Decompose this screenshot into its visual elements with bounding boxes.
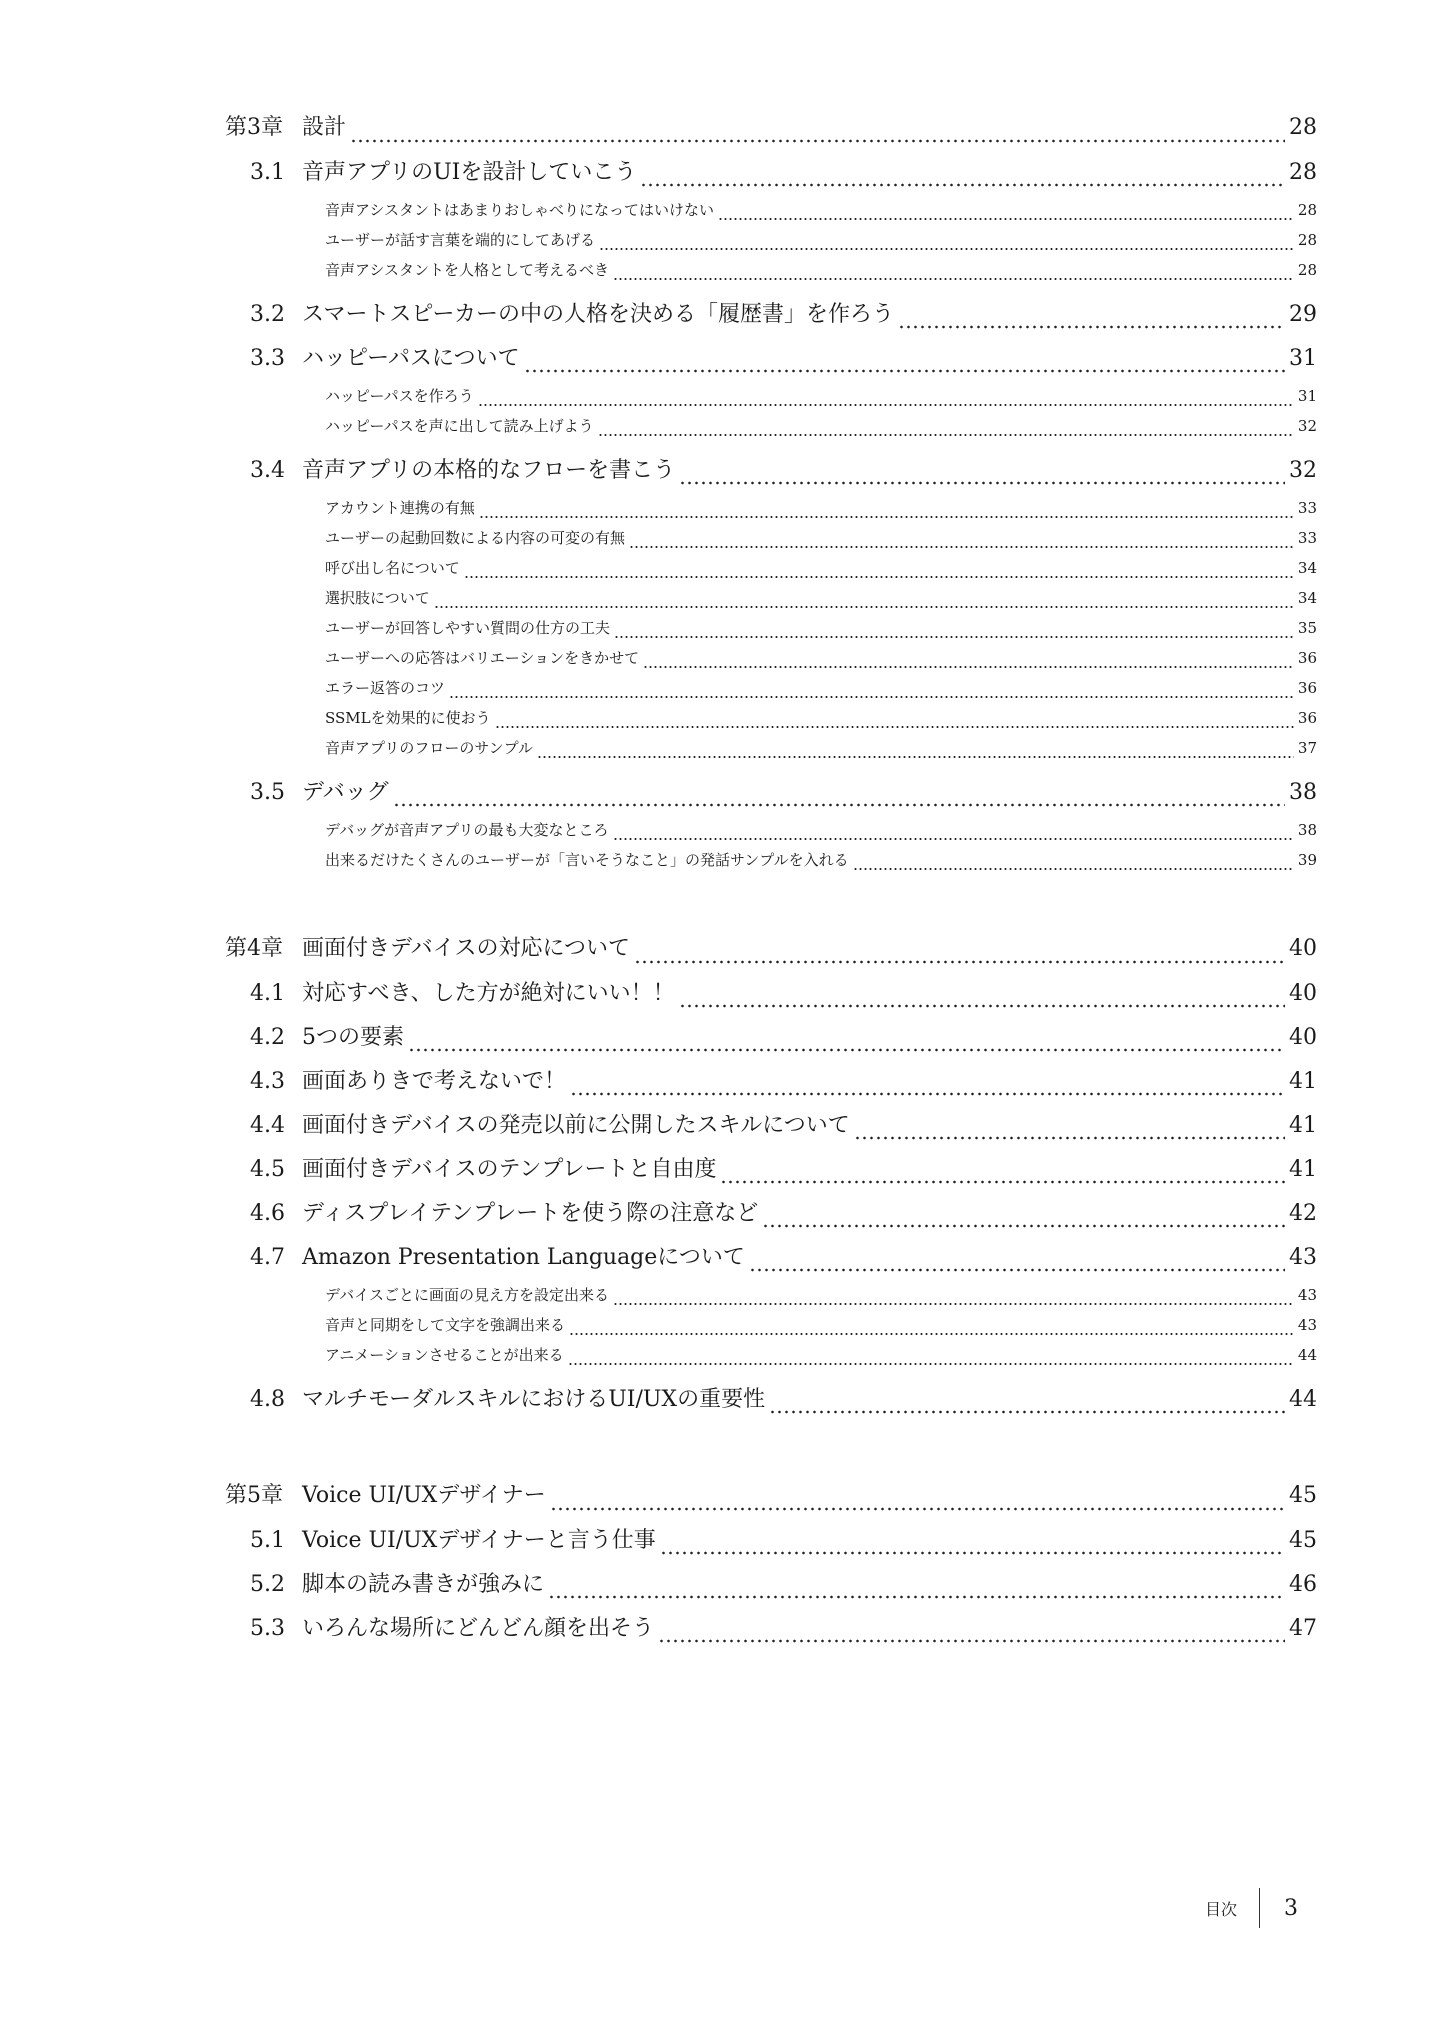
entry-title-text: 音声アシスタントはあまりおしゃべりになってはいけない <box>325 201 714 219</box>
toc-entry-title <box>250 976 675 1007</box>
section-number: 3.1 <box>250 160 285 185</box>
section-number: 3.4 <box>250 458 285 483</box>
dot-leader <box>658 1635 1285 1647</box>
entry-title-text: Voice UI/UXデザイナーと言う仕事 <box>302 1528 656 1553</box>
entry-title-text: ユーザーへの応答はバリエーションをきかせて <box>325 649 640 667</box>
section-number: 3.2 <box>250 302 285 327</box>
toc-subsection[interactable] <box>225 229 1317 259</box>
entry-title-text: 音声と同期をして文字を強調出来る <box>325 1316 566 1334</box>
dot-leader <box>599 244 1294 254</box>
dot-leader <box>749 1264 1285 1276</box>
entry-title-text: 5つの要素 <box>302 1025 404 1050</box>
toc-chapter[interactable] <box>225 1478 1317 1523</box>
toc-subsection[interactable] <box>225 557 1317 587</box>
toc-subsection[interactable] <box>225 677 1317 707</box>
dot-leader <box>643 662 1294 672</box>
page-ref: 42 <box>1289 1201 1317 1226</box>
section-number: 4.7 <box>250 1245 285 1270</box>
toc-subsection[interactable] <box>225 1344 1317 1374</box>
entry-title-text: エラー返答のコツ <box>325 679 446 697</box>
toc-entry-title <box>225 1478 546 1509</box>
dot-leader <box>569 1329 1294 1339</box>
page-ref: 40 <box>1289 1025 1317 1050</box>
toc-entry-title <box>325 587 430 608</box>
toc-entry-title <box>250 1240 745 1271</box>
page-ref: 28 <box>1297 201 1317 219</box>
entry-title-text: 音声アシスタントを人格として考えるべき <box>325 261 609 279</box>
entry-title-text: Amazon Presentation Languageについて <box>302 1245 745 1270</box>
toc-section[interactable] <box>225 155 1317 199</box>
page-ref: 43 <box>1289 1245 1317 1270</box>
dot-leader <box>570 1088 1285 1100</box>
page-ref: 36 <box>1297 709 1317 727</box>
entry-title-text: ハッピーパスを作ろう <box>325 387 474 405</box>
page-ref: 40 <box>1289 981 1317 1006</box>
page-ref: 34 <box>1297 559 1317 577</box>
footer-divider <box>1259 1888 1260 1928</box>
section-number: 5.1 <box>250 1528 285 1553</box>
entry-title-text: デバッグ <box>302 780 389 805</box>
toc-section[interactable] <box>225 1523 1317 1567</box>
table-of-contents <box>225 110 1317 1655</box>
page-ref: 32 <box>1289 458 1317 483</box>
page-ref: 44 <box>1289 1387 1317 1412</box>
toc-entry-title <box>250 1611 654 1642</box>
toc-section[interactable] <box>225 453 1317 497</box>
page-number: 3 <box>1284 1895 1299 1921</box>
entry-title-text: デバッグが音声アプリの最も大変なところ <box>325 821 609 839</box>
toc-subsection[interactable] <box>225 647 1317 677</box>
entry-title-text: アカウント連携の有無 <box>325 499 475 517</box>
page-ref: 33 <box>1297 529 1317 547</box>
toc-entry-title <box>250 1382 765 1413</box>
toc-entry-title <box>325 259 609 280</box>
entry-title-text: 音声アプリの本格的なフローを書こう <box>302 458 676 483</box>
dot-leader <box>350 135 1285 147</box>
spacer <box>225 767 1317 775</box>
entry-title-text: 呼び出し名について <box>325 559 460 577</box>
toc-entry-title <box>325 849 849 870</box>
toc-entry-title <box>250 297 894 328</box>
section-number: 5.3 <box>250 1616 285 1641</box>
page-ref: 45 <box>1289 1483 1317 1508</box>
toc-entry-title <box>325 819 609 840</box>
page-ref: 31 <box>1289 346 1317 371</box>
toc-entry-title <box>325 1314 565 1335</box>
section-number: 4.3 <box>250 1069 285 1094</box>
dot-leader <box>640 179 1285 191</box>
section-number: 4.6 <box>250 1201 285 1226</box>
dot-leader <box>464 572 1294 582</box>
page-ref: 40 <box>1289 936 1317 961</box>
toc-subsection[interactable] <box>225 199 1317 229</box>
toc-entry-title <box>325 415 594 436</box>
spacer <box>225 1426 1317 1478</box>
dot-leader <box>393 799 1285 811</box>
entry-title-text: マルチモーダルスキルにおけるUI/UXの重要性 <box>302 1387 766 1412</box>
entry-title-text: 設計 <box>302 115 347 140</box>
section-number: 4.4 <box>250 1113 285 1138</box>
dot-leader <box>524 365 1285 377</box>
entry-title-text: 対応すべき、した方が絶対にいい！！ <box>302 981 675 1006</box>
dot-leader <box>613 1299 1294 1309</box>
toc-subsection[interactable] <box>225 617 1317 647</box>
toc-section[interactable] <box>225 1196 1317 1240</box>
page-ref: 37 <box>1297 739 1317 757</box>
spacer <box>225 879 1317 931</box>
dot-leader <box>898 321 1285 333</box>
toc-subsection[interactable] <box>225 415 1317 445</box>
toc-entry-title <box>325 385 474 406</box>
page-ref: 41 <box>1289 1113 1317 1138</box>
section-number: 3.5 <box>250 780 285 805</box>
entry-title-text: 画面ありきで考えないで！ <box>302 1069 567 1094</box>
section-number: 4.8 <box>250 1387 285 1412</box>
entry-title-text: ハッピーパスについて <box>302 346 520 371</box>
toc-subsection[interactable] <box>225 1284 1317 1314</box>
entry-title-text: 音声アプリのUIを設計していこう <box>302 160 637 185</box>
entry-title-text: デバイスごとに画面の見え方を設定出来る <box>325 1286 609 1304</box>
toc-entry-title <box>250 1196 758 1227</box>
entry-title-text: 出来るだけたくさんのユーザーが「言いそうなこと」の発話サンプルを入れる <box>325 851 849 869</box>
toc-entry-title <box>325 617 610 638</box>
page-ref: 39 <box>1297 851 1317 869</box>
page-ref: 34 <box>1297 589 1317 607</box>
entry-title-text: Voice UI/UXデザイナー <box>302 1483 546 1508</box>
spacer <box>225 289 1317 297</box>
toc-entry-title <box>325 199 714 220</box>
toc-section[interactable] <box>225 1064 1317 1108</box>
dot-leader <box>495 722 1294 732</box>
section-number: 4.1 <box>250 981 285 1006</box>
footer-label: 目次 <box>1205 1899 1238 1919</box>
toc-section[interactable] <box>225 1020 1317 1064</box>
toc-section[interactable] <box>225 775 1317 819</box>
page-ref: 28 <box>1297 261 1317 279</box>
page-ref: 43 <box>1297 1286 1317 1304</box>
page-ref: 46 <box>1289 1572 1317 1597</box>
chapter-label: 第4章 <box>225 936 283 961</box>
dot-leader <box>537 752 1294 762</box>
toc-entry-title <box>250 775 389 806</box>
toc-entry-title <box>325 1284 609 1305</box>
dot-leader <box>679 477 1285 489</box>
dot-leader <box>613 834 1294 844</box>
dot-leader <box>853 864 1294 874</box>
page-ref: 47 <box>1289 1616 1317 1641</box>
dot-leader <box>854 1132 1285 1144</box>
chapter-label: 第3章 <box>225 115 283 140</box>
dot-leader <box>478 400 1294 410</box>
section-number: 4.2 <box>250 1025 285 1050</box>
toc-subsection[interactable] <box>225 259 1317 289</box>
section-number: 3.3 <box>250 346 285 371</box>
toc-subsection[interactable] <box>225 737 1317 767</box>
toc-subsection[interactable] <box>225 385 1317 415</box>
page-ref: 32 <box>1297 417 1317 435</box>
entry-title-text: ユーザーが回答しやすい質問の仕方の工夫 <box>325 619 611 637</box>
spacer <box>225 445 1317 453</box>
toc-entry-title <box>250 341 520 372</box>
entry-title-text: ディスプレイテンプレートを使う際の注意など <box>302 1201 759 1226</box>
page-ref: 41 <box>1289 1069 1317 1094</box>
page-ref: 36 <box>1297 679 1317 697</box>
toc-chapter[interactable] <box>225 110 1317 155</box>
toc-entry-title <box>225 110 346 141</box>
toc-subsection[interactable] <box>225 527 1317 557</box>
page-ref: 35 <box>1297 619 1317 637</box>
toc-entry-title <box>325 557 460 578</box>
toc-entry-title <box>325 229 595 250</box>
toc-subsection[interactable] <box>225 587 1317 617</box>
spacer <box>225 1374 1317 1382</box>
page-ref: 31 <box>1297 387 1317 405</box>
entry-title-text: 画面付きデバイスのテンプレートと自由度 <box>302 1157 717 1182</box>
entry-title-text: 脚本の読み書きが強みに <box>302 1572 545 1597</box>
toc-section[interactable] <box>225 1611 1317 1655</box>
toc-entry-title <box>250 1567 544 1598</box>
entry-title-text: いろんな場所にどんどん顔を出そう <box>302 1616 655 1641</box>
toc-entry-title <box>250 155 636 186</box>
dot-leader <box>769 1406 1285 1418</box>
toc-entry-title <box>250 1064 566 1095</box>
toc-entry-title <box>225 931 630 962</box>
toc-entry-title <box>250 1108 850 1139</box>
page-footer <box>1205 1888 1298 1928</box>
dot-leader <box>449 692 1294 702</box>
dot-leader <box>634 956 1285 968</box>
page-ref: 45 <box>1289 1528 1317 1553</box>
page-ref: 29 <box>1289 302 1317 327</box>
toc-subsection[interactable] <box>225 849 1317 879</box>
toc-subsection[interactable] <box>225 497 1317 527</box>
toc-entry-title <box>250 1152 716 1183</box>
entry-title-text: ユーザーが話す言葉を端的にしてあげる <box>325 231 596 249</box>
dot-leader <box>660 1547 1285 1559</box>
toc-section[interactable] <box>225 1108 1317 1152</box>
dot-leader <box>479 512 1294 522</box>
toc-entry-title <box>325 1344 564 1365</box>
dot-leader <box>720 1176 1285 1188</box>
toc-section[interactable] <box>225 1240 1317 1284</box>
dot-leader <box>568 1359 1294 1369</box>
toc-section[interactable] <box>225 297 1317 341</box>
entry-title-text: ユーザーの起動回数による内容の可変の有無 <box>325 529 626 547</box>
entry-title-text: 選択肢について <box>325 589 430 607</box>
dot-leader <box>408 1044 1285 1056</box>
toc-entry-title <box>325 647 639 668</box>
toc-chapter[interactable] <box>225 931 1317 976</box>
page-ref: 28 <box>1297 231 1317 249</box>
page-ref: 43 <box>1297 1316 1317 1334</box>
dot-leader <box>550 1503 1285 1515</box>
section-number: 5.2 <box>250 1572 285 1597</box>
toc-section[interactable] <box>225 341 1317 385</box>
toc-entry-title <box>325 737 533 758</box>
dot-leader <box>679 1000 1285 1012</box>
dot-leader <box>629 542 1294 552</box>
dot-leader <box>762 1220 1285 1232</box>
toc-subsection[interactable] <box>225 707 1317 737</box>
page-ref: 44 <box>1297 1346 1317 1364</box>
dot-leader <box>718 214 1294 224</box>
toc-entry-title <box>250 1523 656 1554</box>
dot-leader <box>598 430 1294 440</box>
page-ref: 36 <box>1297 649 1317 667</box>
toc-subsection[interactable] <box>225 819 1317 849</box>
toc-entry-title <box>325 527 625 548</box>
page-ref: 28 <box>1289 115 1317 140</box>
toc-section[interactable] <box>225 976 1317 1020</box>
toc-section[interactable] <box>225 1567 1317 1611</box>
toc-entry-title <box>250 453 675 484</box>
toc-subsection[interactable] <box>225 1314 1317 1344</box>
entry-title-text: アニメーションさせることが出来る <box>325 1346 564 1364</box>
entry-title-text: 画面付きデバイスの発売以前に公開したスキルについて <box>302 1113 850 1138</box>
dot-leader <box>548 1591 1285 1603</box>
chapter-label: 第5章 <box>225 1483 283 1508</box>
entry-title-text: 音声アプリのフローのサンプル <box>325 739 534 757</box>
entry-title-text: ハッピーパスを声に出して読み上げよう <box>325 417 594 435</box>
toc-section[interactable] <box>225 1152 1317 1196</box>
section-number: 4.5 <box>250 1157 285 1182</box>
toc-entry-title <box>250 1020 404 1051</box>
page-ref: 38 <box>1297 821 1317 839</box>
entry-title-text: SSMLを効果的に使おう <box>325 709 491 727</box>
page-ref: 33 <box>1297 499 1317 517</box>
dot-leader <box>613 274 1294 284</box>
toc-entry-title <box>325 707 491 728</box>
entry-title-text: 画面付きデバイスの対応について <box>302 936 631 961</box>
dot-leader <box>614 632 1294 642</box>
toc-entry-title <box>325 497 475 518</box>
entry-title-text: スマートスピーカーの中の人格を決める「履歴書」を作ろう <box>302 302 895 327</box>
page-ref: 28 <box>1289 160 1317 185</box>
dot-leader <box>434 602 1294 612</box>
page-ref: 38 <box>1289 780 1317 805</box>
page-ref: 41 <box>1289 1157 1317 1182</box>
toc-section[interactable] <box>225 1382 1317 1426</box>
toc-entry-title <box>325 677 445 698</box>
